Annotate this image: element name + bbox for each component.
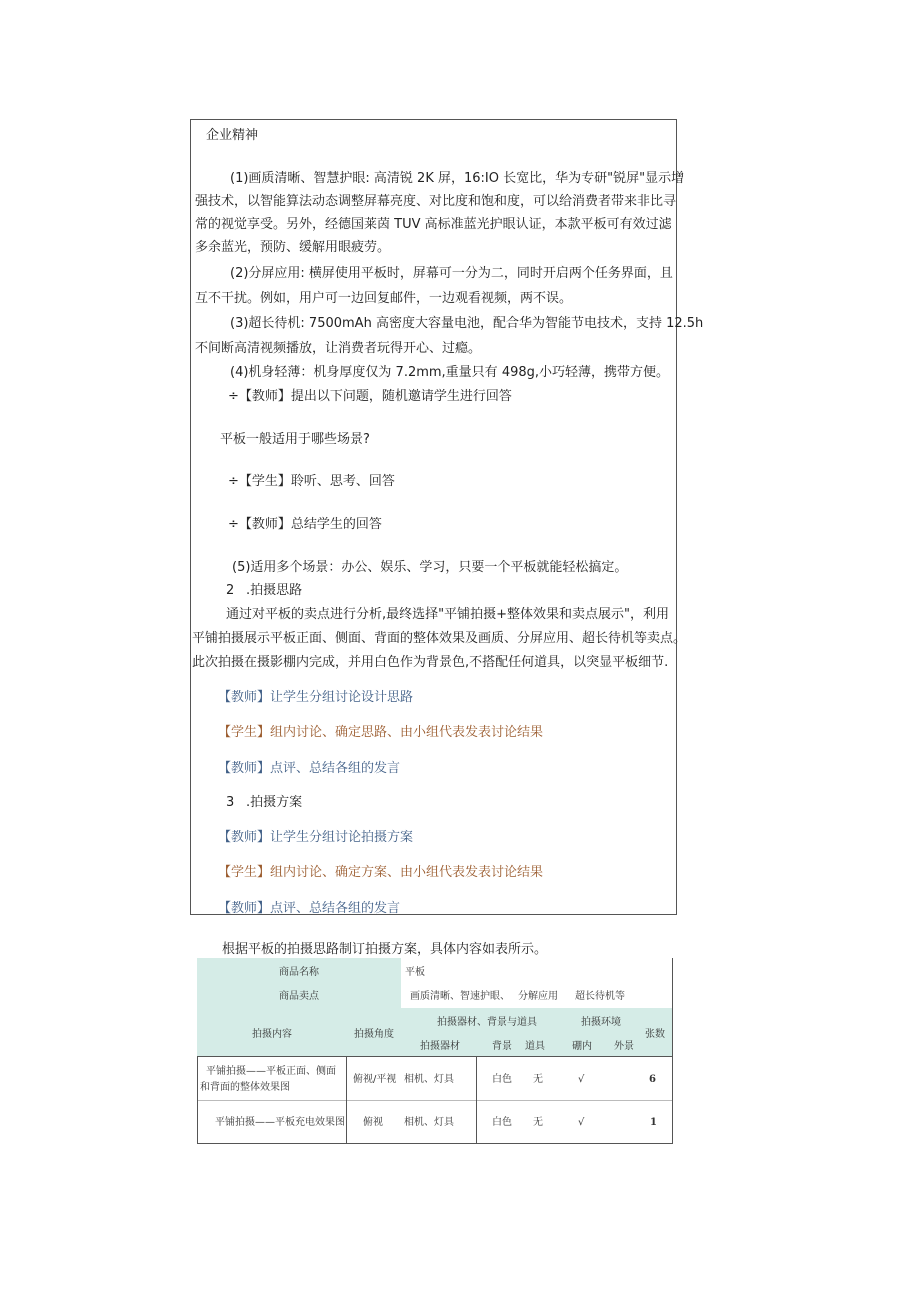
feature-1-line-2: 强技术，以智能算法动态调整屏幕亮度、对比度和饱和度，可以给消费者带来非比寻: [195, 194, 677, 209]
section-title: 企业精神: [206, 128, 259, 143]
header-outdoor: 外景: [614, 1041, 634, 1052]
selling-point-3: 超长待机等: [575, 991, 625, 1002]
step-2-number: 2: [226, 583, 235, 598]
row-2-indoor: √: [578, 1117, 585, 1128]
question-text: 平板一般适用于哪些场景?: [220, 432, 370, 447]
header-angle: 拍摄角度: [354, 1029, 394, 1040]
row-1-content-line-1: 平铺拍摄——平板正面、侧面: [206, 1066, 336, 1077]
feature-5: (5)适用多个场景：办公、娱乐、学习，只要一个平板就能轻松搞定。: [232, 560, 628, 575]
dialog-teacher-question: ÷【教师】提出以下问题，随机邀请学生进行回答: [228, 389, 512, 404]
header-equipment: 拍摄器材: [420, 1041, 460, 1052]
product-name-value: 平板: [405, 967, 425, 978]
table-intro: 根据平板的拍摄思路制订拍摄方案，具体内容如表所示。: [222, 942, 548, 957]
table-rule-1: [197, 1056, 673, 1057]
row-1-count: 6: [649, 1074, 656, 1085]
table-border-left: [197, 1056, 198, 1144]
product-name-label: 商品名称: [279, 967, 319, 978]
step-3-number: 3: [226, 795, 235, 810]
shooting-plan-table: [197, 958, 673, 1144]
table-rule-bottom: [197, 1143, 673, 1144]
s3-student-response: 【学生】组内讨论、确定方案、由小组代表发表讨论结果: [218, 865, 544, 880]
s2-student-response: 【学生】组内讨论、确定思路、由小组代表发表讨论结果: [218, 725, 544, 740]
feature-4-line-1: (4)机身轻薄：机身厚度仅为 7.2mm,重量只有 498g,小巧轻薄，携带方便。: [230, 365, 670, 380]
step-2-title: .拍摄思路: [246, 583, 303, 598]
row-1-equipment: 相机、灯具: [404, 1074, 454, 1085]
row-1-indoor: √: [578, 1074, 585, 1085]
s3-teacher-review: 【教师】点评、总结各组的发言: [218, 901, 401, 916]
step-3-title: .拍摄方案: [246, 795, 303, 810]
dialog-student: ÷【学生】聆听、思考、回答: [228, 474, 395, 489]
row-1-angle: 俯视/平视: [353, 1074, 397, 1085]
row-1-content-line-2: 和背面的整体效果图: [200, 1082, 290, 1093]
selling-points-label: 商品卖点: [279, 991, 319, 1002]
table-col-rule-2: [476, 1056, 477, 1144]
row-1-props: 无: [533, 1074, 543, 1085]
step-2-para-line-3: 此次拍摄在摄影棚内完成，并用白色作为背景色,不搭配任何道具，以突显平板细节.: [192, 655, 669, 670]
s2-teacher-prompt: 【教师】让学生分组讨论设计思路: [218, 690, 414, 705]
header-background: 背景: [492, 1041, 512, 1052]
feature-3-line-1: (3)超长待机: 7500mAh 高密度大容量电池，配合华为智能节电技术，支持 12.5h: [230, 316, 704, 331]
dialog-teacher-summary: ÷【教师】总结学生的回答: [228, 517, 382, 532]
row-2-content: 平铺拍摄——平板充电效果图: [215, 1117, 345, 1128]
feature-2-line-2: 互不干扰。例如，用户可一边回复邮件，一边观看视频，两不误。: [195, 291, 573, 306]
header-environment-group: 拍摄环境: [581, 1017, 621, 1028]
row-1-background: 白色: [492, 1074, 512, 1085]
feature-2-line-1: (2)分屏应用: 横屏使用平板时，屏幕可一分为二，同时开启两个任务界面，且: [230, 266, 673, 281]
row-2-angle: 俯视: [363, 1117, 383, 1128]
s3-teacher-prompt: 【教师】让学生分组讨论拍摄方案: [218, 830, 414, 845]
step-2-para-line-1: 通过对平板的卖点进行分析,最终选择"平铺拍摄+整体效果和卖点展示"，利用: [226, 607, 669, 622]
selling-point-1: 画质清晰、智速护眼、: [410, 991, 510, 1002]
header-count: 张数: [645, 1029, 665, 1040]
row-2-props: 无: [533, 1117, 543, 1128]
row-2-background: 白色: [492, 1117, 512, 1128]
table-col-rule-1: [346, 1056, 347, 1144]
feature-1-line-4: 多余蓝光，预防、缓解用眼疲劳。: [195, 240, 391, 255]
row-2-count: 1: [650, 1117, 657, 1128]
table-border-right: [672, 958, 673, 1144]
selling-point-2: 分解应用: [518, 991, 558, 1002]
feature-3-line-2: 不间断高清视频播放，让消费者玩得开心、过瘾。: [195, 341, 482, 356]
header-props: 道具: [525, 1041, 545, 1052]
step-2-para-line-2: 平铺拍摄展示平板正面、侧面、背面的整体效果及画质、分屏应用、超长待机等卖点。: [192, 631, 687, 646]
header-content: 拍摄内容: [252, 1029, 292, 1040]
feature-1-line-1: (1)画质清晰、智慧护眼: 高清锐 2K 屏，16:IO 长宽比，华为专研"锐屏"显示增: [230, 171, 685, 186]
header-indoor: 硼内: [572, 1041, 592, 1052]
table-rule-2: [197, 1100, 673, 1101]
row-2-equipment: 相机、灯具: [404, 1117, 454, 1128]
feature-1-line-3: 常的视觉享受。另外，经德国莱茵 TUV 高标准蓝光护眼认证，本款平板可有效过滤: [195, 217, 672, 232]
s2-teacher-review: 【教师】点评、总结各组的发言: [218, 761, 401, 776]
header-equipment-group: 拍摄器材、背景与道具: [437, 1017, 537, 1028]
